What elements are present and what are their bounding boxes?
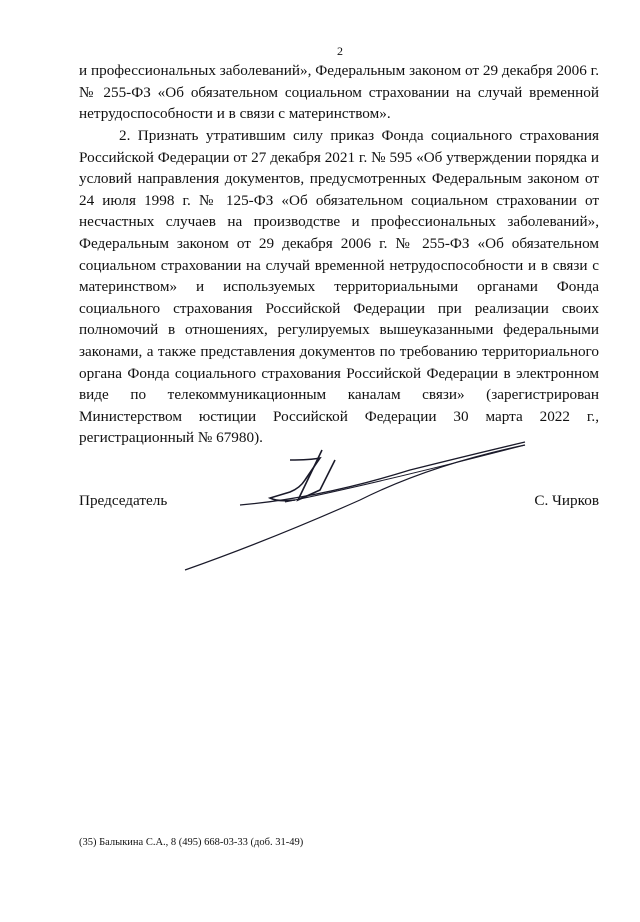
page-number: 2 bbox=[337, 44, 343, 58]
paragraph-continuation: и профессиональных заболеваний», Федеральным законом от 29 декабря 2006 г. № 255-ФЗ «Об обязательном социальном страховании на случай временной нетрудоспособности и в связи с материнством». bbox=[79, 62, 599, 123]
handwritten-signature bbox=[170, 440, 530, 580]
signer-title: Председатель bbox=[79, 492, 168, 509]
footer-contact: (35) Балыкина С.А., 8 (495) 668-03-33 (доб. 31-49) bbox=[79, 837, 304, 848]
paragraph-item-2: 2. Признать утратившим силу приказ Фонда социального страхования Российской Федерации от 27 декабря 2021 г. № 595 «Об утверждении порядка и условий направления документов, предусмотренных Федеральным законом от 24 июля 1998 г. № 125-ФЗ «Об обязательном социальном страховании от несчастных случаев на производстве и профессиональных заболеваний», Федеральным законом от 29 декабря 2006 г. № 255-ФЗ «Об обязательном социальном страховании на случай временной нетрудоспособности и в связи с материнством» и используемых территориальными органами Фонда социального страхования Российской Федерации при реализации своих полномочий в отношениях, регулируемых вышеуказанными федеральными законами, а также представления документов по требованию территориального органа Фонда социального страхования Российской Федерации в электронном виде по телекоммуникационным каналам связи» (зарегистрирован Министерством юстиции Российской Федерации 30 марта 2022 г., регистрационный № 67980). bbox=[79, 127, 599, 447]
signer-name: С. Чирков bbox=[534, 492, 599, 509]
